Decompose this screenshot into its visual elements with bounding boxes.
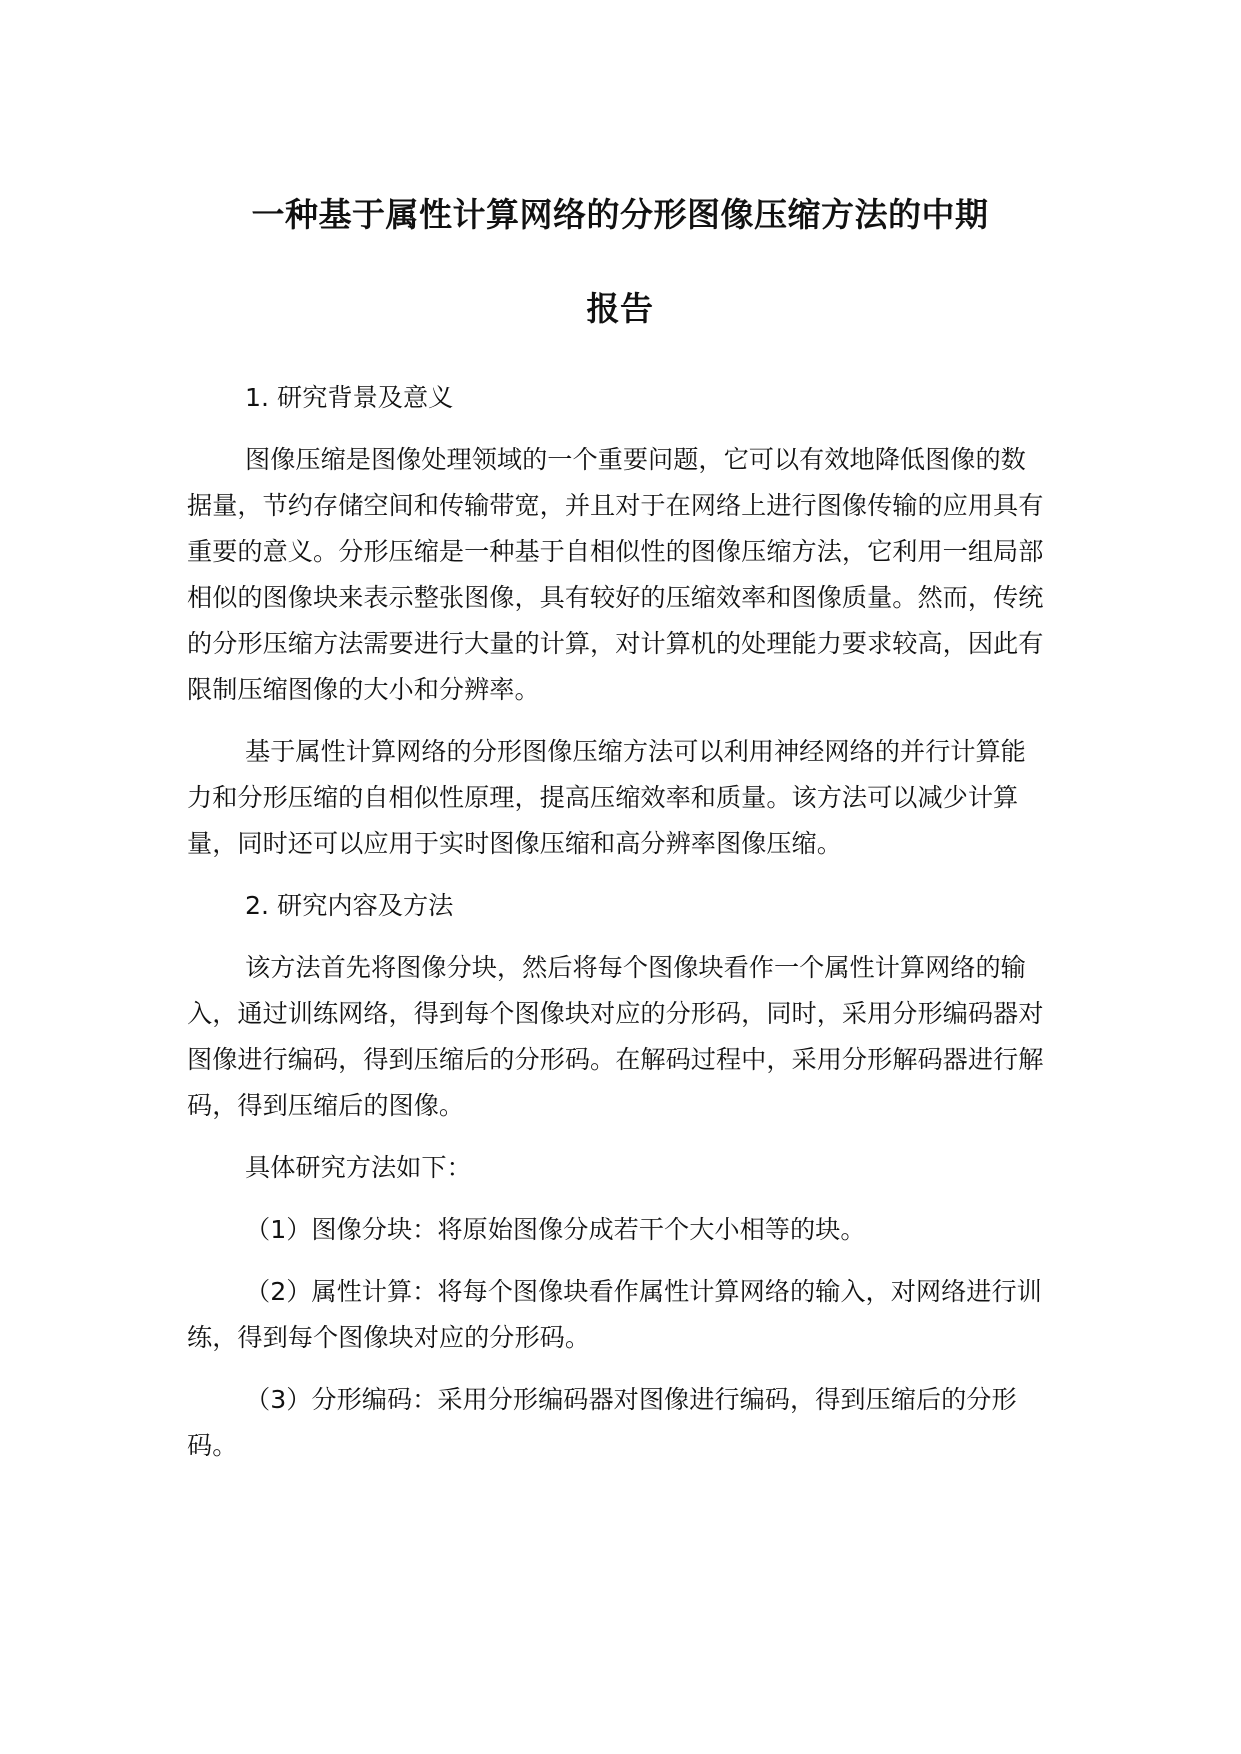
paragraph-background-1: 图像压缩是图像处理领域的一个重要问题，它可以有效地降低图像的数据量，节约存储空间和传输带宽，并且对于在网络上进行图像传输的应用具有重要的意义。分形压缩是一种基于自相似性的图像压缩方法，它利用一组局部相似的图像块来表示整张图像，具有较好的压缩效率和图像质量。然而，传统的分形压缩方法需要进行大量的计算，对计算机的处理能力要求较高，因此有限制压缩图像的大小和分辨率。 [187,445,1044,704]
title-line-2: 报告 [586,289,654,328]
document-title [150,168,1090,356]
list-item-attribute-computation: （2）属性计算：将每个图像块看作属性计算网络的输入，对网络进行训练，得到每个图像块对应的分形码。 [187,1277,1042,1352]
section-heading-background: 1. 研究背景及意义 [245,383,454,412]
list-item-fractal-encoding: （3）分形编码：采用分形编码器对图像进行编码，得到压缩后的分形码。 [187,1385,1017,1460]
paragraph-methods-1: 该方法首先将图像分块，然后将每个图像块看作一个属性计算网络的输入，通过训练网络，得到每个图像块对应的分形码，同时，采用分形编码器对图像进行编码，得到压缩后的分形码。在解码过程中，采用分形解码器进行解码，得到压缩后的图像。 [187,953,1044,1120]
list-item-image-blocking: （1）图像分块：将原始图像分成若干个大小相等的块。 [245,1215,866,1244]
paragraph-background-2: 基于属性计算网络的分形图像压缩方法可以利用神经网络的并行计算能力和分形压缩的自相似性原理，提高压缩效率和质量。该方法可以减少计算量，同时还可以应用于实时图像压缩和高分辨率图像压缩。 [187,737,1026,858]
paragraph-methods-2: 具体研究方法如下： [245,1153,472,1182]
document-body [187,375,1047,1485]
section-heading-methods: 2. 研究内容及方法 [245,891,454,920]
title-line-1: 一种基于属性计算网络的分形图像压缩方法的中期 [251,195,989,234]
